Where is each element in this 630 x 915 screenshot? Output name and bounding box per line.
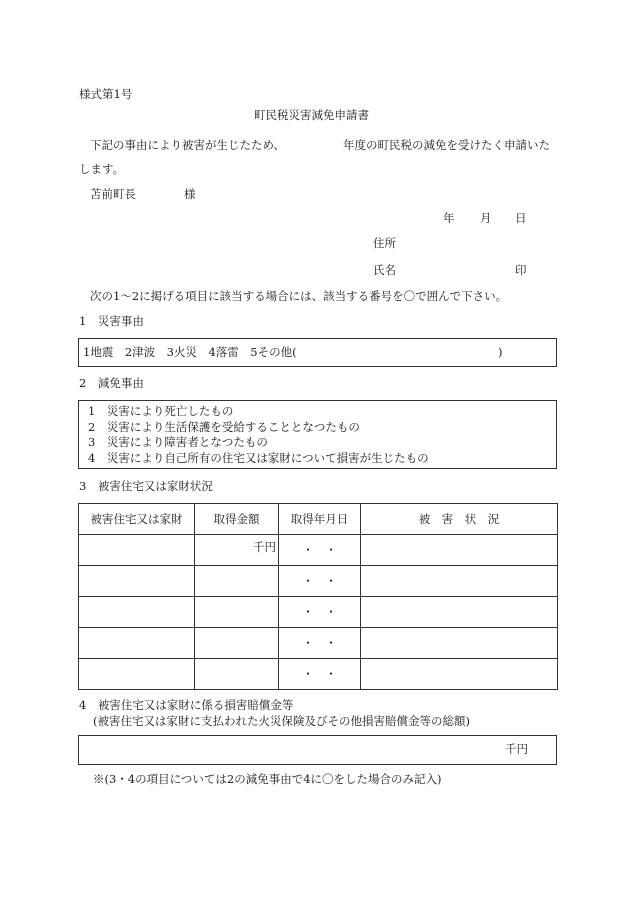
date-cell[interactable]: ・ ・ <box>279 566 361 597</box>
table-row <box>79 535 558 566</box>
disaster-cause-box <box>78 338 557 367</box>
exemption-reason-box <box>78 400 557 469</box>
date-cell[interactable]: ・ ・ <box>279 535 361 566</box>
amount-cell[interactable] <box>195 566 279 597</box>
status-cell[interactable] <box>361 659 558 690</box>
date-cell[interactable]: ・ ・ <box>279 597 361 628</box>
status-cell[interactable] <box>361 566 558 597</box>
amount-cell[interactable] <box>195 659 279 690</box>
exemption-reason-item: 1 災害により死亡したもの <box>88 404 234 418</box>
item-cell[interactable] <box>79 659 195 690</box>
section4-heading: 4 被害住宅又は家財に係る損害賠償金等 <box>79 698 294 712</box>
table-row <box>79 628 558 659</box>
footnote: ※(3・4の項目については2の減免事由で4に〇をした場合のみ記入) <box>93 772 442 786</box>
column-header-item: 被害住宅又は家財 <box>79 504 195 535</box>
date-year-label: 年 <box>443 211 455 225</box>
amount-cell[interactable] <box>195 628 279 659</box>
amount-cell[interactable]: 千円 <box>195 535 279 566</box>
exemption-reason-item: 2 災害により生活保護を受給することとなつたもの <box>88 419 360 434</box>
item-cell[interactable] <box>79 597 195 628</box>
section2-heading: 2 減免事由 <box>79 376 144 390</box>
table-row <box>79 659 558 690</box>
disaster-cause-options: 1地震 2津波 3火災 4落雷 5その他( <box>83 345 297 359</box>
exemption-reason-item: 3 災害により障害者となつたもの <box>88 435 268 449</box>
instruction-text: 次の1〜2に掲げる項目に該当する場合には、該当する番号を〇で囲んで下さい。 <box>90 289 508 303</box>
form-number: 様式第1号 <box>79 87 133 101</box>
addressee-honorific: 様 <box>184 187 196 201</box>
damage-table <box>78 503 558 690</box>
intro-text-1b: 年度の町民税の減免を受けたく申請いた <box>343 138 550 152</box>
status-cell[interactable] <box>361 628 558 659</box>
date-day-label: 日 <box>515 211 527 225</box>
compensation-amount-box[interactable] <box>78 735 557 765</box>
table-row <box>79 597 558 628</box>
compensation-unit: 千円 <box>505 742 528 756</box>
item-cell[interactable] <box>79 535 195 566</box>
amount-cell[interactable] <box>195 597 279 628</box>
date-cell[interactable]: ・ ・ <box>279 628 361 659</box>
column-header-date: 取得年月日 <box>279 504 361 535</box>
status-cell[interactable] <box>361 597 558 628</box>
date-cell[interactable]: ・ ・ <box>279 659 361 690</box>
table-row <box>79 566 558 597</box>
form-title: 町民税災害減免申請書 <box>254 108 369 122</box>
date-month-label: 月 <box>480 211 492 225</box>
address-label: 住所 <box>373 236 396 250</box>
exemption-reason-item: 4 災害により自己所有の住宅又は家財について損害が生じたもの <box>88 450 429 465</box>
disaster-cause-close: ) <box>498 345 503 359</box>
damage-table-header <box>79 504 558 535</box>
name-label: 氏名 <box>373 263 396 277</box>
section3-heading: 3 被害住宅又は家財状況 <box>79 479 213 493</box>
section1-heading: 1 災害事由 <box>79 314 144 328</box>
item-cell[interactable] <box>79 566 195 597</box>
intro-text-2: します。 <box>79 162 125 176</box>
addressee-name: 苫前町長 <box>90 187 136 201</box>
section4-subheading: (被害住宅又は家財に支払われた火災保険及びその他損害賠償金等の総額) <box>93 714 470 728</box>
item-cell[interactable] <box>79 628 195 659</box>
seal-mark: 印 <box>515 263 527 277</box>
column-header-status: 被 害 状 況 <box>361 504 558 535</box>
intro-text-1a: 下記の事由により被害が生じたため、 <box>90 138 286 152</box>
status-cell[interactable] <box>361 535 558 566</box>
column-header-amount: 取得金額 <box>195 504 279 535</box>
